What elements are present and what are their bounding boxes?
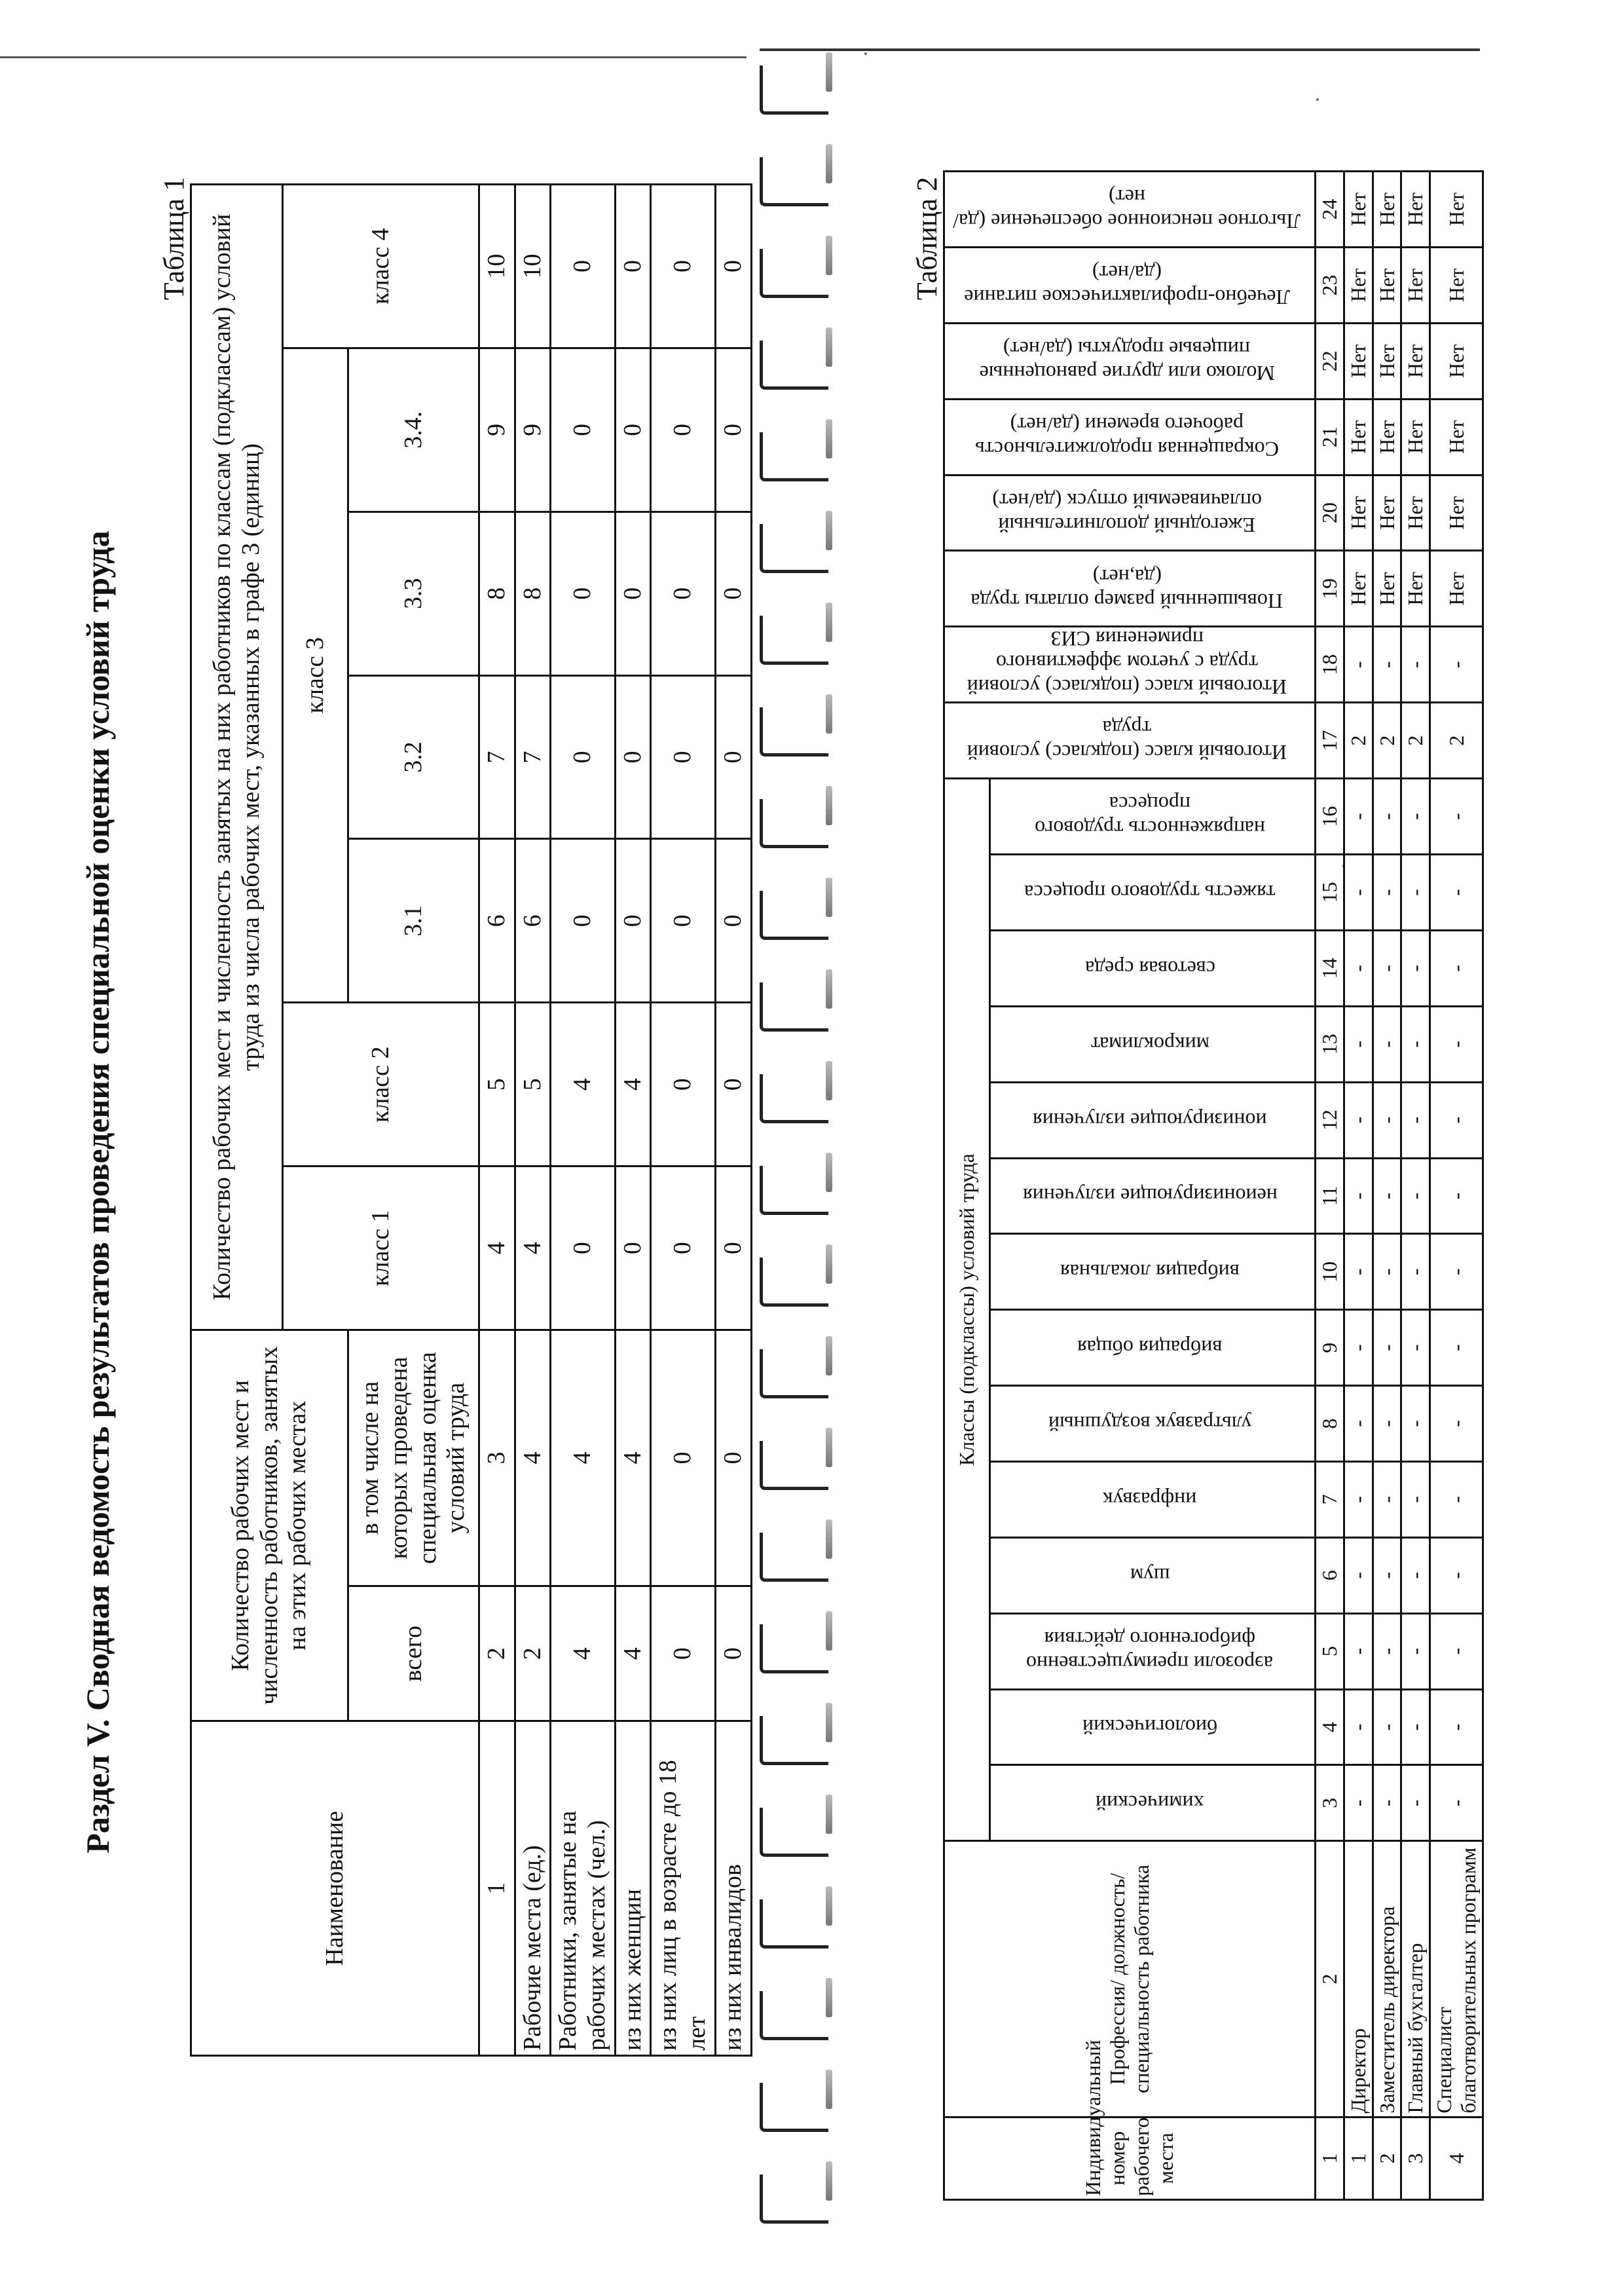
cell-value: -	[1344, 1386, 1373, 1462]
cell-value: -	[1401, 1537, 1430, 1613]
cell-value: -	[1373, 1461, 1401, 1537]
col-number: 8	[479, 512, 515, 675]
header-factor: аэрозоли преимущественно фиброгенного действия	[989, 1613, 1315, 1689]
cell-value: 0	[651, 839, 715, 1003]
header-assessed: в том числе на которых проведена специальная оценка условий труда	[348, 1330, 479, 1586]
cell-value: -	[1373, 1158, 1401, 1234]
cell-value: Нет	[1373, 551, 1401, 627]
binding-ring	[760, 891, 828, 940]
wp-number: 2	[1373, 2117, 1401, 2199]
cell-value: Нет	[1401, 323, 1430, 399]
col-number: 4	[1316, 1689, 1344, 1765]
cell-value: -	[1401, 1386, 1430, 1462]
cell-value: -	[1401, 1461, 1430, 1537]
binding-ring	[760, 2083, 828, 2132]
cell-value: -	[1430, 855, 1483, 931]
header-count-group: Количество рабочих мест и численность работников, занятых на этих рабочих местах	[191, 1330, 348, 1721]
cell-value: Нет	[1373, 475, 1401, 551]
table-row	[1430, 172, 1483, 2200]
cell-value: -	[1344, 1006, 1373, 1082]
cell-value: 0	[615, 675, 651, 839]
wp-number: 4	[1430, 2117, 1483, 2199]
binding-ring	[760, 1441, 828, 1490]
table1-caption: Таблица 1	[158, 177, 190, 301]
col-number: 1	[479, 1721, 515, 2056]
cell-value: -	[1373, 1006, 1401, 1082]
cell-value: Нет	[1344, 475, 1373, 551]
cell-value: Нет	[1430, 248, 1483, 324]
cell-value: -	[1344, 1310, 1373, 1386]
header-classes-group: Классы (подклассы) условий труда	[944, 779, 990, 1841]
cell-value: 0	[715, 1166, 751, 1330]
cell-value: Нет	[1373, 323, 1401, 399]
cell-value: -	[1401, 1006, 1430, 1082]
header-class1: класс 1	[283, 1166, 479, 1330]
profession: Главный бухгалтер	[1401, 1841, 1430, 2117]
cell-value: 0	[615, 512, 651, 675]
cell-value: 0	[715, 675, 751, 839]
cell-value: Нет	[1401, 551, 1430, 627]
summary-table	[190, 183, 752, 2057]
cell-value: 0	[715, 185, 751, 348]
cell-value: Нет	[1401, 248, 1430, 324]
cell-value: 9	[515, 348, 551, 512]
cell-value: 6	[515, 839, 551, 1003]
col-number: 9	[1316, 1310, 1344, 1386]
col-number: 8	[1316, 1386, 1344, 1462]
table-row	[1344, 172, 1373, 2200]
header-milk: Молоко или другие равноценные пищевые продукты (да/нет)	[944, 323, 1316, 399]
header-pension: Льготное пенсионное обеспечение (да/нет)	[944, 172, 1316, 248]
binding-ring	[760, 1716, 828, 1765]
binding-ring	[760, 799, 828, 848]
cell-value: 0	[551, 675, 615, 839]
section-title: Раздел V. Сводная ведомость результатов проведения специальной оценки условий труда	[79, 531, 116, 1854]
col-number: 18	[1316, 627, 1344, 703]
col-number: 14	[1316, 930, 1344, 1006]
cell-value: -	[1373, 1537, 1401, 1613]
cell-value: 0	[651, 512, 715, 675]
cell-value: 0	[651, 675, 715, 839]
table2-caption: Таблица 2	[911, 177, 943, 301]
header-factor: биологический	[989, 1689, 1315, 1765]
cell-value: Нет	[1373, 248, 1401, 324]
cell-value: -	[1430, 1234, 1483, 1310]
header-increased-pay: Повышенный размер оплаты труда (да,нет)	[944, 551, 1316, 627]
cell-value: Нет	[1430, 172, 1483, 248]
header-factor: тяжесть трудового процесса	[989, 855, 1315, 931]
column-numbers-row	[1316, 172, 1344, 2200]
cell-value: -	[1373, 1689, 1401, 1765]
cell-value: 8	[515, 512, 551, 675]
col-number: 20	[1316, 475, 1344, 551]
cell-value: 4	[615, 1586, 651, 1721]
header-sub32: 3.2	[348, 675, 479, 839]
header-therapeutic-food: Лечебно-профилактическое питание (да/нет)	[944, 248, 1316, 324]
cell-value: 4	[515, 1166, 551, 1330]
cell-value: 0	[615, 1166, 651, 1330]
cell-value: 2	[1401, 703, 1430, 779]
cell-value: 0	[651, 1586, 715, 1721]
binding-ring	[760, 341, 828, 390]
cell-value: 2	[1373, 703, 1401, 779]
table-row	[715, 185, 751, 2056]
binding-ring	[760, 707, 828, 756]
cell-value: -	[1430, 1689, 1483, 1765]
cell-value: 0	[615, 839, 651, 1003]
col-number: 21	[1316, 399, 1344, 475]
cell-value: Нет	[1401, 172, 1430, 248]
header-classes-group: Количество рабочих мест и численность занятых на них работников по классам (подклассам) условий труда из числа рабочих мест, указанных в графе 3 (единиц)	[191, 185, 283, 1330]
header-class2: класс 2	[283, 1003, 479, 1166]
cell-value: -	[1430, 627, 1483, 703]
cell-value: 10	[515, 185, 551, 348]
binding-ring	[760, 1349, 828, 1398]
header-factor: ультразвук воздушный	[989, 1386, 1315, 1462]
table2-page	[910, 144, 1565, 2240]
cell-value: 4	[551, 1330, 615, 1586]
binding-ring	[760, 157, 828, 206]
binding-ring	[760, 1899, 828, 1949]
table-row	[615, 185, 651, 2056]
col-number: 23	[1316, 248, 1344, 324]
cell-value: -	[1430, 1765, 1483, 1841]
cell-value: -	[1430, 1310, 1483, 1386]
header-sub34: 3.4.	[348, 348, 479, 512]
cell-value: Нет	[1430, 399, 1483, 475]
cell-value: -	[1344, 1689, 1373, 1765]
cell-value: Нет	[1344, 323, 1373, 399]
header-factor: вибрация локальная	[989, 1234, 1315, 1310]
cell-value: -	[1401, 1082, 1430, 1158]
table-row	[1373, 172, 1401, 2200]
cell-value: 0	[651, 185, 715, 348]
cell-value: -	[1373, 1234, 1401, 1310]
cell-value: 0	[715, 1586, 751, 1721]
row-label: Работники, занятые на рабочих местах (чел.)	[551, 1721, 615, 2056]
cell-value: -	[1344, 1765, 1373, 1841]
cell-value: -	[1373, 1310, 1401, 1386]
cell-value: 4	[515, 1330, 551, 1586]
cell-value: -	[1344, 1537, 1373, 1613]
cell-value: -	[1430, 1082, 1483, 1158]
cell-value: Нет	[1344, 172, 1373, 248]
col-number: 17	[1316, 703, 1344, 779]
cell-value: 2	[1430, 703, 1483, 779]
cell-value: -	[1401, 779, 1430, 855]
scan-edge-line	[760, 48, 1480, 51]
cell-value: 0	[551, 512, 615, 675]
cell-value: 0	[715, 1003, 751, 1166]
binding-ring	[760, 432, 828, 481]
col-number: 3	[479, 1330, 515, 1586]
header-wp-number: Индивидуальный номер рабочего места	[944, 2117, 1316, 2199]
cell-value: Нет	[1373, 399, 1401, 475]
col-number: 2	[1316, 1841, 1344, 2117]
col-number: 15	[1316, 855, 1344, 931]
cell-value: 0	[651, 1166, 715, 1330]
header-extra-leave: Ежегодный дополнительный оплачиваемый отпуск (да/нет)	[944, 475, 1316, 551]
col-number: 6	[479, 839, 515, 1003]
row-label: Рабочие места (ед.)	[515, 1721, 551, 2056]
cell-value: Нет	[1344, 399, 1373, 475]
header-reduced-hours: Сокращенная продолжительность рабочего времени (да/нет)	[944, 399, 1316, 475]
cell-value: -	[1344, 779, 1373, 855]
col-number: 5	[479, 1003, 515, 1166]
header-factor: шум	[989, 1537, 1315, 1613]
header-factor: неионизирующие излучения	[989, 1158, 1315, 1234]
cell-value: 4	[615, 1003, 651, 1166]
header-final-class-siz: Итоговый класс (подкласс) условий труда с учетом эффективного применения СИЗ	[944, 627, 1316, 703]
col-number: 12	[1316, 1082, 1344, 1158]
cell-value: -	[1430, 930, 1483, 1006]
cell-value: -	[1430, 1461, 1483, 1537]
cell-value: 2	[515, 1586, 551, 1721]
cell-value: -	[1373, 779, 1401, 855]
col-number: 22	[1316, 323, 1344, 399]
header-factor: ионизирующие излучения	[989, 1082, 1315, 1158]
cell-value: Нет	[1430, 323, 1483, 399]
cell-value: 0	[551, 1166, 615, 1330]
table-row	[1401, 172, 1430, 2200]
cell-value: 4	[615, 1330, 651, 1586]
cell-value: -	[1344, 1158, 1373, 1234]
cell-value: 0	[651, 1003, 715, 1166]
cell-value: -	[1401, 1310, 1430, 1386]
cell-value: -	[1401, 1765, 1430, 1841]
cell-value: Нет	[1430, 551, 1483, 627]
scan-speck	[864, 52, 867, 55]
col-number: 24	[1316, 172, 1344, 248]
column-numbers-row	[479, 185, 515, 2056]
binding-ring	[760, 524, 828, 573]
header-sub31: 3.1	[348, 839, 479, 1003]
cell-value: 4	[551, 1003, 615, 1166]
cell-value: -	[1344, 1082, 1373, 1158]
binding-ring	[760, 1533, 828, 1582]
cell-value: 0	[715, 1330, 751, 1586]
cell-value: -	[1401, 1689, 1430, 1765]
binding-ring	[760, 1074, 828, 1123]
cell-value: 0	[551, 839, 615, 1003]
header-class3: класс 3	[283, 348, 348, 1002]
profession: Специалист благотворительных программ	[1430, 1841, 1483, 2117]
header-factor: микроклимат	[989, 1006, 1315, 1082]
cell-value: Нет	[1430, 475, 1483, 551]
scan-edge-line	[0, 56, 747, 58]
col-number: 1	[1316, 2117, 1344, 2199]
row-label: из них лиц в возрасте до 18 лет	[651, 1721, 715, 2056]
cell-value: 4	[551, 1586, 615, 1721]
cell-value: Нет	[1344, 248, 1373, 324]
col-number: 7	[479, 675, 515, 839]
cell-value: 0	[551, 185, 615, 348]
cell-value: -	[1344, 1613, 1373, 1689]
wp-number: 1	[1344, 2117, 1373, 2199]
wp-number: 3	[1401, 2117, 1430, 2199]
cell-value: -	[1344, 627, 1373, 703]
cell-value: -	[1344, 855, 1373, 931]
cell-value: -	[1373, 1082, 1401, 1158]
profession: Директор	[1344, 1841, 1373, 2117]
profession: Заместитель директора	[1373, 1841, 1401, 2117]
cell-value: -	[1401, 1234, 1430, 1310]
binding-ring	[760, 616, 828, 665]
header-profession: Профессия/ должность/ специальность работника	[944, 1841, 1316, 2117]
cell-value: -	[1430, 1158, 1483, 1234]
cell-value: -	[1430, 1386, 1483, 1462]
cell-value: Нет	[1401, 399, 1430, 475]
binding-ring	[760, 1808, 828, 1857]
cell-value: 0	[715, 839, 751, 1003]
col-number: 9	[479, 348, 515, 512]
cell-value: 0	[715, 348, 751, 512]
col-number: 7	[1316, 1461, 1344, 1537]
cell-value: -	[1430, 1006, 1483, 1082]
col-number: 13	[1316, 1006, 1344, 1082]
cell-value: -	[1430, 1613, 1483, 1689]
col-number: 16	[1316, 779, 1344, 855]
cell-value: 0	[615, 348, 651, 512]
cell-value: -	[1430, 779, 1483, 855]
col-number: 4	[479, 1166, 515, 1330]
binding-ring	[760, 982, 828, 1032]
cell-value: -	[1344, 1461, 1373, 1537]
header-sub33: 3.3	[348, 512, 479, 675]
col-number: 5	[1316, 1613, 1344, 1689]
binding-ring	[760, 2174, 828, 2224]
header-factor: вибрация общая	[989, 1310, 1315, 1386]
cell-value: 0	[651, 348, 715, 512]
scan-speck	[1316, 98, 1319, 101]
header-factor: напряженность трудового процесса	[989, 779, 1315, 855]
cell-value: -	[1344, 1234, 1373, 1310]
cell-value: -	[1401, 1613, 1430, 1689]
cell-value: 0	[715, 512, 751, 675]
col-number: 6	[1316, 1537, 1344, 1613]
binding-ring	[760, 65, 828, 115]
col-number: 19	[1316, 551, 1344, 627]
header-name: Наименование	[191, 1721, 479, 2056]
header-factor: химический	[989, 1765, 1315, 1841]
row-label: из них женщин	[615, 1721, 651, 2056]
cell-value: -	[1373, 1386, 1401, 1462]
col-number: 10	[479, 185, 515, 348]
cell-value: 7	[515, 675, 551, 839]
col-number: 11	[1316, 1158, 1344, 1234]
cell-value: 5	[515, 1003, 551, 1166]
cell-value: Нет	[1344, 551, 1373, 627]
header-total: всего	[348, 1586, 479, 1721]
binding-ring	[760, 249, 828, 298]
cell-value: 0	[651, 1330, 715, 1586]
col-number: 3	[1316, 1765, 1344, 1841]
header-factor: световая среда	[989, 930, 1315, 1006]
table-row	[651, 185, 715, 2056]
cell-value: 2	[1344, 703, 1373, 779]
header-final-class: Итоговый класс (подкласс) условий труда	[944, 703, 1316, 779]
cell-value: -	[1401, 855, 1430, 931]
cell-value: -	[1373, 930, 1401, 1006]
table1-page	[79, 144, 747, 2240]
col-number: 2	[479, 1586, 515, 1721]
cell-value: -	[1373, 1613, 1401, 1689]
cell-value: -	[1373, 627, 1401, 703]
row-label: из них инвалидов	[715, 1721, 751, 2056]
cell-value: -	[1401, 1158, 1430, 1234]
cell-value: Нет	[1373, 172, 1401, 248]
col-number: 10	[1316, 1234, 1344, 1310]
cell-value: -	[1430, 1537, 1483, 1613]
binding-ring	[760, 1166, 828, 1215]
header-class4: класс 4	[283, 185, 479, 348]
cell-value: -	[1373, 1765, 1401, 1841]
table-row	[551, 185, 615, 2056]
binding-ring	[760, 1624, 828, 1673]
cell-value: 0	[615, 185, 651, 348]
cell-value: -	[1344, 930, 1373, 1006]
cell-value: Нет	[1401, 475, 1430, 551]
header-factor: инфразвук	[989, 1461, 1315, 1537]
cell-value: -	[1373, 855, 1401, 931]
cell-value: -	[1401, 627, 1430, 703]
workplaces-table	[943, 170, 1484, 2201]
binding-ring	[760, 1258, 828, 1307]
table-row	[515, 185, 551, 2056]
binding-ring	[760, 1991, 828, 2040]
cell-value: 0	[551, 348, 615, 512]
cell-value: -	[1401, 930, 1430, 1006]
spiral-binding	[747, 39, 838, 2266]
